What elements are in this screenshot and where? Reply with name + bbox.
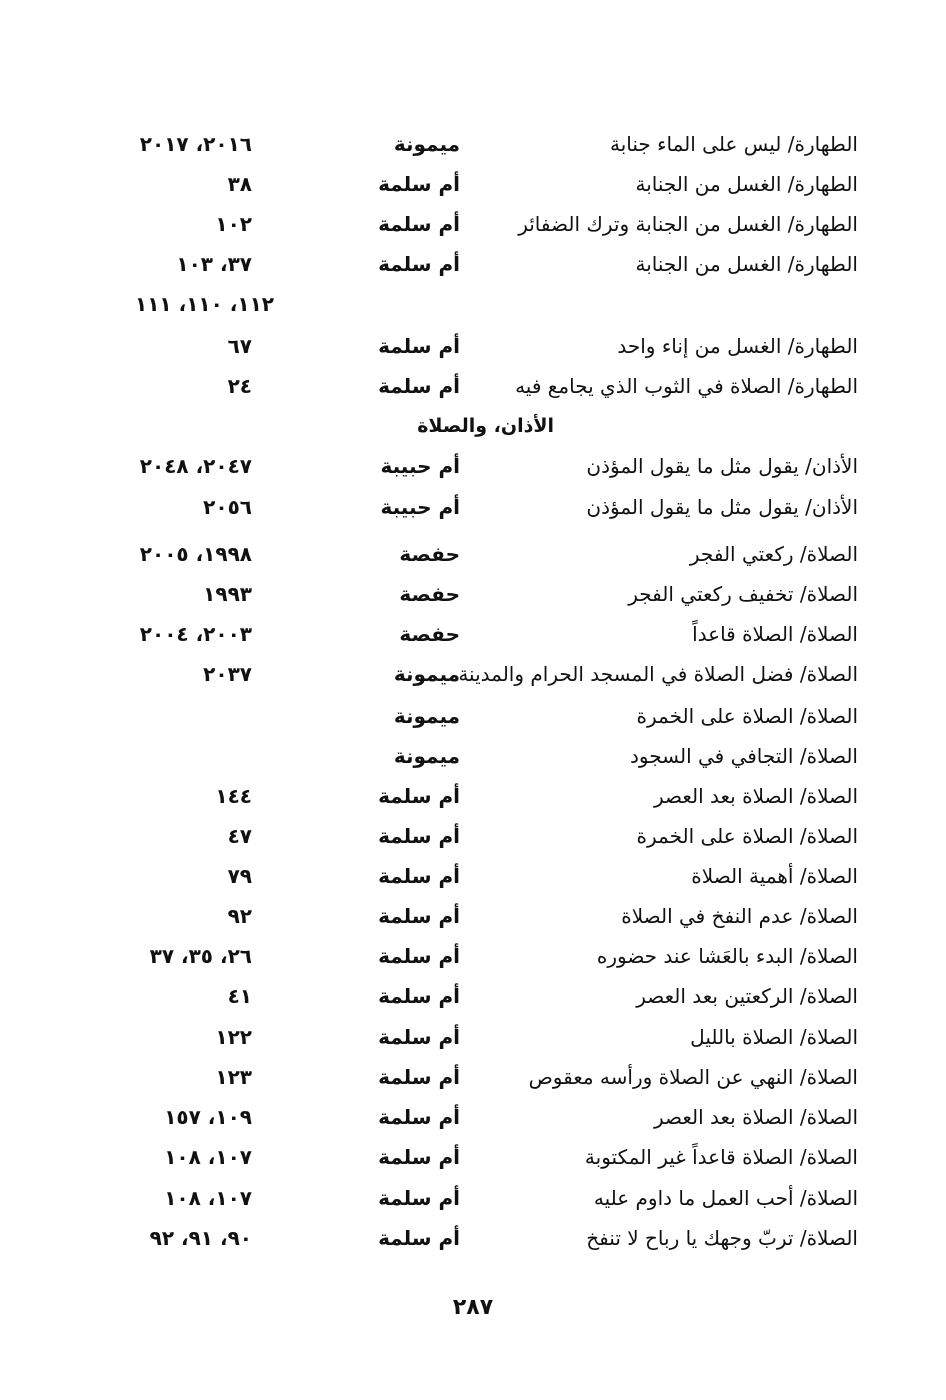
narrator-text: أم سلمة (378, 374, 460, 398)
narrator-text: أم سلمة (378, 252, 460, 276)
page-refs: ٦٧ (227, 334, 252, 358)
page-refs: ١٠٢ (215, 212, 252, 236)
topic-text: الصلاة/ فضل الصلاة في المسجد الحرام والمدينة (458, 662, 858, 686)
table-row (0, 448, 946, 484)
narrator-text: أم سلمة (378, 864, 460, 888)
topic-text: الصلاة/ الصلاة قاعداً غير المكتوبة (584, 1145, 858, 1169)
narrator-text: ميمونة (393, 132, 460, 156)
topic-text: الصلاة/ عدم النفخ في الصلاة (621, 904, 858, 928)
table-row (0, 1059, 946, 1095)
page-refs: ٧٩ (227, 864, 252, 888)
narrator-text: أم سلمة (378, 784, 460, 808)
page-refs: ٢٠١٦، ٢٠١٧ (139, 132, 252, 156)
page-refs: ٢٦، ٣٥، ٣٧ (149, 944, 252, 968)
table-row (0, 1220, 946, 1256)
page-refs: ١٤٤ (215, 784, 252, 808)
narrator-text: أم سلمة (378, 1105, 460, 1129)
topic-text: الصلاة/ أحب العمل ما داوم عليه (593, 1186, 858, 1210)
topic-text: الطهارة/ الغسل من الجنابة (635, 252, 858, 276)
table-row (0, 656, 946, 692)
narrator-text: أم سلمة (378, 212, 460, 236)
page-refs: ٣٨ (227, 172, 252, 196)
page-refs: ٢٠٤٧، ٢٠٤٨ (139, 454, 252, 478)
table-row (0, 489, 946, 525)
topic-text: الصلاة/ الصلاة بعد العصر (653, 784, 858, 808)
table-row (0, 166, 946, 202)
section-heading (0, 408, 946, 444)
narrator-text: حفصة (399, 582, 460, 606)
narrator-text: أم سلمة (378, 172, 460, 196)
page-refs: ٤١ (227, 984, 252, 1008)
table-row (0, 536, 946, 572)
topic-text: الصلاة/ الصلاة قاعداً (692, 622, 858, 646)
topic-text: الصلاة/ ركعتي الفجر (689, 542, 858, 566)
topic-text: الصلاة/ تربّ وجهك يا رباح لا تنفخ (586, 1226, 858, 1250)
narrator-text: أم سلمة (378, 1226, 460, 1250)
table-row (0, 738, 946, 774)
page-refs: ٢٠٠٣، ٢٠٠٤ (139, 622, 252, 646)
topic-text: الطهارة/ الغسل من إناء واحد (617, 334, 858, 358)
narrator-text: أم حبيبة (380, 495, 460, 519)
table-row (0, 898, 946, 934)
table-row (0, 576, 946, 612)
table-row (0, 328, 946, 364)
topic-text: الأذان/ يقول مثل ما يقول المؤذن (586, 495, 858, 519)
page-refs: ١٩٩٣ (203, 582, 252, 606)
topic-text: الصلاة/ أهمية الصلاة (691, 864, 858, 888)
topic-text: الأذان/ يقول مثل ما يقول المؤذن (586, 454, 858, 478)
page-number: ٢٨٧ (452, 1295, 494, 1320)
table-row (0, 698, 946, 734)
narrator-text: أم سلمة (378, 824, 460, 848)
page-refs: ١٠٧، ١٠٨ (164, 1186, 252, 1210)
table-row (0, 818, 946, 854)
table-row (0, 858, 946, 894)
topic-text: الصلاة/ البدء بالعَشا عند حضوره (596, 944, 858, 968)
narrator-text: أم سلمة (378, 904, 460, 928)
page-refs: ٣٧، ١٠٣ (176, 252, 252, 276)
table-row (0, 1180, 946, 1216)
narrator-text: أم سلمة (378, 1145, 460, 1169)
topic-text: الصلاة/ تخفيف ركعتي الفجر (628, 582, 858, 606)
page-refs: ١٠٧، ١٠٨ (164, 1145, 252, 1169)
narrator-text: أم سلمة (378, 944, 460, 968)
narrator-text: ميمونة (393, 662, 460, 686)
topic-text: الصلاة/ التجافي في السجود (629, 744, 858, 768)
table-row (0, 938, 946, 974)
table-row (0, 978, 946, 1014)
table-row (0, 368, 946, 404)
topic-text: الصلاة/ الصلاة بعد العصر (653, 1105, 858, 1129)
table-row (0, 1019, 946, 1055)
table-row (0, 126, 946, 162)
topic-text: الصلاة/ النهي عن الصلاة ورأسه معقوص (528, 1065, 858, 1089)
table-row (0, 246, 946, 282)
page-refs: ٢٤ (227, 374, 252, 398)
page-refs: ١٢٢ (215, 1025, 252, 1049)
topic-text: الطهارة/ الغسل من الجنابة وترك الضفائر (518, 212, 858, 236)
topic-text: الصلاة/ الصلاة بالليل (690, 1025, 858, 1049)
table-row (0, 778, 946, 814)
narrator-text: أم سلمة (378, 984, 460, 1008)
topic-text: الصلاة/ الصلاة على الخمرة (636, 824, 858, 848)
page-refs: ٩٠، ٩١، ٩٢ (149, 1226, 252, 1250)
topic-text: الصلاة/ الصلاة على الخمرة (636, 704, 858, 728)
page-refs: ١١٢، ١١٠، ١١١ (135, 292, 274, 316)
table-row (0, 616, 946, 652)
section-heading-text: الأذان، والصلاة (417, 415, 554, 437)
narrator-text: أم سلمة (378, 334, 460, 358)
table-row (0, 1099, 946, 1135)
page-refs: ٢٠٣٧ (203, 662, 252, 686)
topic-text: الصلاة/ الركعتين بعد العصر (636, 984, 858, 1008)
page-refs: ٤٧ (227, 824, 252, 848)
narrator-text: أم حبيبة (380, 454, 460, 478)
table-row (0, 206, 946, 242)
topic-text: الطهارة/ الصلاة في الثوب الذي يجامع فيه (515, 374, 858, 398)
narrator-text: ميمونة (393, 704, 460, 728)
topic-text: الطهارة/ الغسل من الجنابة (635, 172, 858, 196)
page-refs: ٩٢ (227, 904, 252, 928)
topic-text: الطهارة/ ليس على الماء جنابة (609, 132, 858, 156)
narrator-text: أم سلمة (378, 1065, 460, 1089)
narrator-text: أم سلمة (378, 1025, 460, 1049)
table-row (0, 1139, 946, 1175)
page-refs: ١٠٩، ١٥٧ (164, 1105, 252, 1129)
page-refs: ١٢٣ (215, 1065, 252, 1089)
narrator-text: حفصة (399, 622, 460, 646)
table-row (0, 286, 946, 322)
narrator-text: حفصة (399, 542, 460, 566)
page-refs: ١٩٩٨، ٢٠٠٥ (139, 542, 252, 566)
page-refs: ٢٠٥٦ (203, 495, 252, 519)
narrator-text: أم سلمة (378, 1186, 460, 1210)
narrator-text: ميمونة (393, 744, 460, 768)
